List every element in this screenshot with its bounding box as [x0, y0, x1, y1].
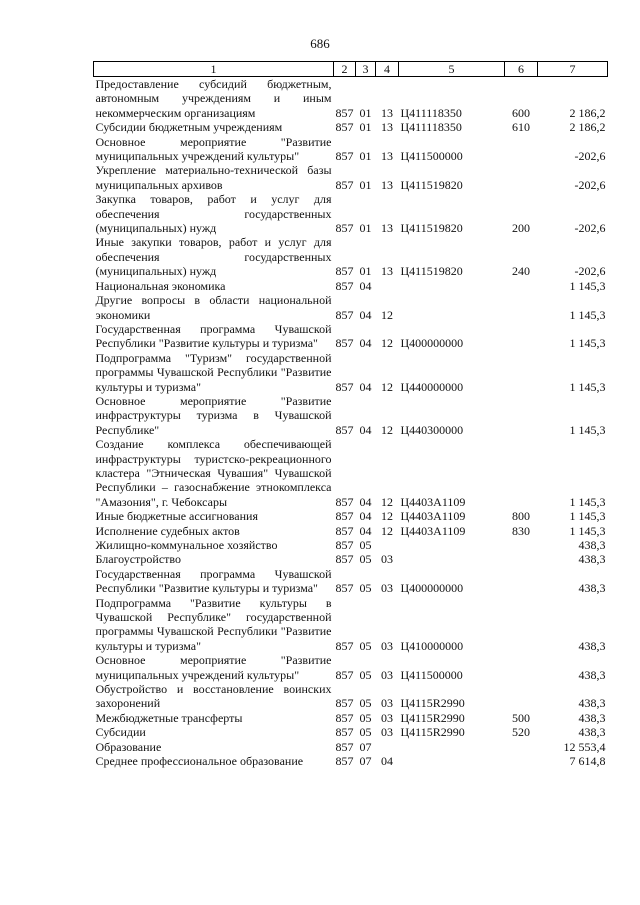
row-sum: 438,3 — [578, 667, 606, 682]
row-pr: 03 — [381, 667, 393, 682]
row-rz: 01 — [359, 221, 372, 236]
row-vr — [505, 322, 538, 351]
row-csr: Ц411118350 — [400, 105, 462, 120]
row-sum: 1 145,3 — [569, 278, 606, 293]
table-row — [94, 293, 608, 322]
row-csr: Ц4403А1109 — [400, 494, 466, 509]
row-name: Благоустройство — [95, 552, 182, 567]
row-sum: 438,3 — [578, 581, 606, 596]
row-csr: Ц400000000 — [400, 581, 464, 596]
row-vr: 610 — [512, 120, 530, 135]
row-rz: 04 — [359, 278, 372, 293]
table-row — [94, 163, 608, 192]
row-gr: 857 — [335, 105, 354, 120]
row-sum: -202,6 — [574, 264, 606, 279]
row-pr: 03 — [381, 581, 393, 596]
row-gr: 857 — [335, 581, 354, 596]
row-name: Основное мероприятие "Развитие муниципальных учреждений культуры" — [95, 653, 332, 682]
row-gr: 857 — [335, 307, 354, 322]
page-number: 686 — [310, 36, 330, 51]
row-rz: 05 — [359, 667, 372, 682]
row-pr: 03 — [381, 552, 393, 567]
row-vr — [505, 754, 538, 768]
row-rz: 01 — [359, 149, 372, 164]
row-csr: Ц4403А1109 — [400, 509, 466, 524]
row-name: Основное мероприятие "Развитие муниципальных учреждений культуры" — [95, 134, 332, 164]
table-row — [94, 322, 608, 351]
row-name: Укрепление материально-технической базы муниципальных архивов — [95, 163, 332, 192]
row-sum: -202,6 — [574, 177, 606, 192]
row-sum: 1 145,3 — [569, 509, 606, 524]
row-gr: 857 — [335, 667, 354, 682]
row-name: Обустройство и восстановление воинских захоронений — [95, 682, 332, 711]
row-gr: 857 — [335, 494, 354, 509]
row-vr: 500 — [512, 710, 530, 725]
row-csr: Ц440300000 — [400, 422, 464, 437]
row-rz: 04 — [359, 336, 372, 351]
row-pr: 03 — [381, 696, 393, 711]
row-pr — [376, 279, 399, 293]
row-rz: 01 — [359, 105, 372, 120]
row-pr: 13 — [381, 105, 393, 120]
table-row — [94, 725, 608, 739]
row-sum: 1 145,3 — [569, 523, 606, 538]
row-sum: -202,6 — [574, 221, 606, 236]
table-row — [94, 135, 608, 164]
row-vr: 200 — [512, 221, 530, 236]
row-csr — [399, 293, 505, 322]
table-row — [94, 437, 608, 509]
row-name: Субсидии бюджетным учреждениям — [95, 120, 283, 135]
table-row — [94, 567, 608, 596]
table-row — [94, 120, 608, 134]
row-rz: 01 — [359, 120, 372, 135]
table-row — [94, 740, 608, 754]
row-sum: 2 186,2 — [569, 120, 606, 135]
table-row — [94, 711, 608, 725]
row-csr: Ц4115R2990 — [400, 710, 465, 725]
row-vr — [505, 163, 538, 192]
column-header-row — [94, 62, 608, 77]
row-vr — [505, 567, 538, 596]
row-pr: 13 — [381, 177, 393, 192]
row-csr: Ц4115R2990 — [400, 696, 465, 711]
row-name: Иные закупки товаров, работ и услуг для обеспечения государственных (муниципальных) нужд — [95, 235, 332, 279]
row-vr — [505, 596, 538, 654]
row-name: Создание комплекса обеспечивающей инфраструктуры туристско-рекреационного кластера "Этническая Чувашия" Чувашской Республики – газоснабжение этнокомплекса "Амазония", г. Чебоксары — [95, 437, 332, 509]
row-rz: 04 — [359, 523, 372, 538]
row-name: Подпрограмма "Развитие культуры в Чувашской Республике" государственной программы Чувашской Республики "Развитие культуры и туризма" — [95, 595, 332, 653]
row-gr: 857 — [335, 120, 354, 135]
row-sum: 1 145,3 — [569, 422, 606, 437]
row-vr — [505, 552, 538, 566]
row-pr: 13 — [381, 149, 393, 164]
row-vr — [505, 653, 538, 682]
row-gr: 857 — [335, 149, 354, 164]
row-gr: 857 — [335, 739, 354, 754]
row-rz: 05 — [359, 638, 372, 653]
row-pr: 12 — [381, 509, 393, 524]
row-csr: Ц411500000 — [400, 667, 463, 682]
row-csr: Ц411519820 — [400, 177, 463, 192]
row-name: Исполнение судебных актов — [95, 523, 240, 538]
column-header: 4 — [376, 62, 399, 77]
row-pr: 13 — [381, 221, 393, 236]
row-csr — [399, 754, 505, 768]
row-name: Предоставление субсидий бюджетным, автономным учреждениям и иным некоммерческим организациям — [95, 77, 332, 120]
row-gr: 857 — [335, 696, 354, 711]
table-row — [94, 682, 608, 711]
row-csr: Ц411118350 — [400, 120, 462, 135]
row-name: Межбюджетные трансферты — [95, 710, 243, 725]
table-row — [94, 77, 608, 121]
row-gr: 857 — [335, 538, 354, 552]
row-sum: 438,3 — [578, 725, 606, 740]
row-csr — [399, 740, 505, 754]
row-vr — [505, 740, 538, 754]
row-rz: 04 — [359, 379, 372, 394]
row-gr: 857 — [335, 336, 354, 351]
row-pr: 12 — [381, 307, 393, 322]
table-row — [94, 279, 608, 293]
row-vr — [505, 437, 538, 509]
row-pr — [376, 538, 399, 552]
row-vr — [505, 279, 538, 293]
row-vr: 600 — [512, 105, 530, 120]
row-csr: Ц4115R2990 — [400, 725, 465, 740]
row-vr — [505, 682, 538, 711]
row-rz: 07 — [359, 754, 372, 769]
table-row — [94, 394, 608, 437]
row-rz: 07 — [359, 739, 372, 754]
row-vr: 240 — [512, 264, 530, 279]
column-header: 2 — [334, 62, 356, 77]
column-header: 1 — [94, 62, 334, 77]
row-pr: 12 — [381, 422, 393, 437]
row-sum: 7 614,8 — [569, 754, 606, 769]
table-row — [94, 351, 608, 394]
row-gr: 857 — [335, 725, 354, 740]
row-pr: 12 — [381, 336, 393, 351]
row-pr: 12 — [381, 523, 393, 538]
row-sum: 1 145,3 — [569, 336, 606, 351]
row-rz: 04 — [359, 307, 372, 322]
row-sum: 1 145,3 — [569, 379, 606, 394]
row-csr: Ц400000000 — [400, 336, 464, 351]
row-pr — [376, 740, 399, 754]
row-csr: Ц411519820 — [400, 264, 463, 279]
row-csr: Ц411500000 — [400, 149, 463, 164]
row-sum: 438,3 — [578, 552, 606, 567]
row-gr: 857 — [335, 264, 354, 279]
row-pr: 03 — [381, 710, 393, 725]
row-vr: 520 — [512, 725, 530, 740]
row-name: Закупка товаров, работ и услуг для обеспечения государственных (муниципальных) нужд — [95, 192, 332, 236]
row-rz: 05 — [359, 552, 372, 567]
row-gr: 857 — [335, 710, 354, 725]
row-pr: 04 — [381, 754, 393, 769]
row-vr — [505, 293, 538, 322]
row-sum: 1 145,3 — [569, 307, 606, 322]
row-vr — [505, 394, 538, 437]
row-name: Национальная экономика — [95, 278, 226, 293]
row-csr: Ц4403А1109 — [400, 523, 466, 538]
row-name: Основное мероприятие "Развитие инфраструктуры туризма в Чувашской Республике" — [95, 393, 332, 437]
table-row — [94, 552, 608, 566]
row-gr: 857 — [335, 177, 354, 192]
table-row — [94, 192, 608, 235]
row-sum: 12 553,4 — [563, 739, 606, 754]
column-header: 3 — [356, 62, 376, 77]
row-name: Государственная программа Чувашской Республики "Развитие культуры и туризма" — [95, 566, 332, 596]
row-gr: 857 — [335, 422, 354, 437]
row-sum: 438,3 — [578, 696, 606, 711]
row-gr: 857 — [335, 754, 354, 769]
row-name: Государственная программа Чувашской Республики "Развитие культуры и туризма" — [95, 321, 332, 351]
row-pr: 03 — [381, 638, 393, 653]
row-sum: 438,3 — [578, 638, 606, 653]
table-row — [94, 235, 608, 278]
table-row — [94, 653, 608, 682]
row-rz: 04 — [359, 509, 372, 524]
row-name: Жилищно-коммунальное хозяйство — [95, 538, 278, 552]
row-sum: -202,6 — [574, 149, 606, 164]
row-sum: 2 186,2 — [569, 105, 606, 120]
table-row — [94, 754, 608, 768]
row-pr: 03 — [381, 725, 393, 740]
table-row — [94, 509, 608, 523]
row-vr: 830 — [512, 523, 530, 538]
row-name: Другие вопросы в области национальной экономики — [95, 293, 332, 322]
row-sum: 438,3 — [578, 538, 606, 552]
row-rz: 05 — [359, 581, 372, 596]
row-rz: 01 — [359, 264, 372, 279]
row-gr: 857 — [335, 552, 354, 567]
row-rz: 05 — [359, 538, 372, 552]
row-name: Подпрограмма "Туризм" государственной программы Чувашской Республики "Развитие культуры и туризма" — [95, 350, 332, 394]
row-gr: 857 — [335, 221, 354, 236]
row-gr: 857 — [335, 638, 354, 653]
row-name: Иные бюджетные ассигнования — [95, 509, 258, 524]
row-name: Среднее профессиональное образование — [95, 754, 304, 769]
row-csr: Ц411519820 — [400, 221, 463, 236]
row-rz: 04 — [359, 494, 372, 509]
row-pr: 12 — [381, 494, 393, 509]
row-sum: 1 145,3 — [569, 494, 606, 509]
row-vr — [505, 135, 538, 164]
row-pr: 13 — [381, 264, 393, 279]
row-vr — [505, 538, 538, 552]
row-rz: 05 — [359, 725, 372, 740]
row-vr: 800 — [512, 509, 530, 524]
row-pr: 12 — [381, 379, 393, 394]
table-row — [94, 524, 608, 538]
table-row — [94, 538, 608, 552]
row-name: Субсидии — [95, 725, 146, 740]
row-vr — [505, 351, 538, 394]
row-gr: 857 — [335, 379, 354, 394]
row-gr: 857 — [335, 509, 354, 524]
row-csr — [399, 538, 505, 552]
row-rz: 04 — [359, 422, 372, 437]
row-csr — [399, 552, 505, 566]
row-rz: 05 — [359, 710, 372, 725]
row-sum: 438,3 — [578, 710, 606, 725]
row-csr: Ц440000000 — [400, 379, 464, 394]
budget-table — [93, 61, 608, 769]
row-rz: 01 — [359, 177, 372, 192]
column-header: 7 — [538, 62, 608, 77]
column-header: 6 — [505, 62, 538, 77]
column-header: 5 — [399, 62, 505, 77]
row-gr: 857 — [335, 278, 354, 293]
row-gr: 857 — [335, 523, 354, 538]
row-pr: 13 — [381, 120, 393, 135]
table-row — [94, 596, 608, 654]
row-rz: 05 — [359, 696, 372, 711]
row-csr — [399, 279, 505, 293]
row-name: Образование — [95, 739, 162, 754]
row-csr: Ц410000000 — [400, 638, 464, 653]
